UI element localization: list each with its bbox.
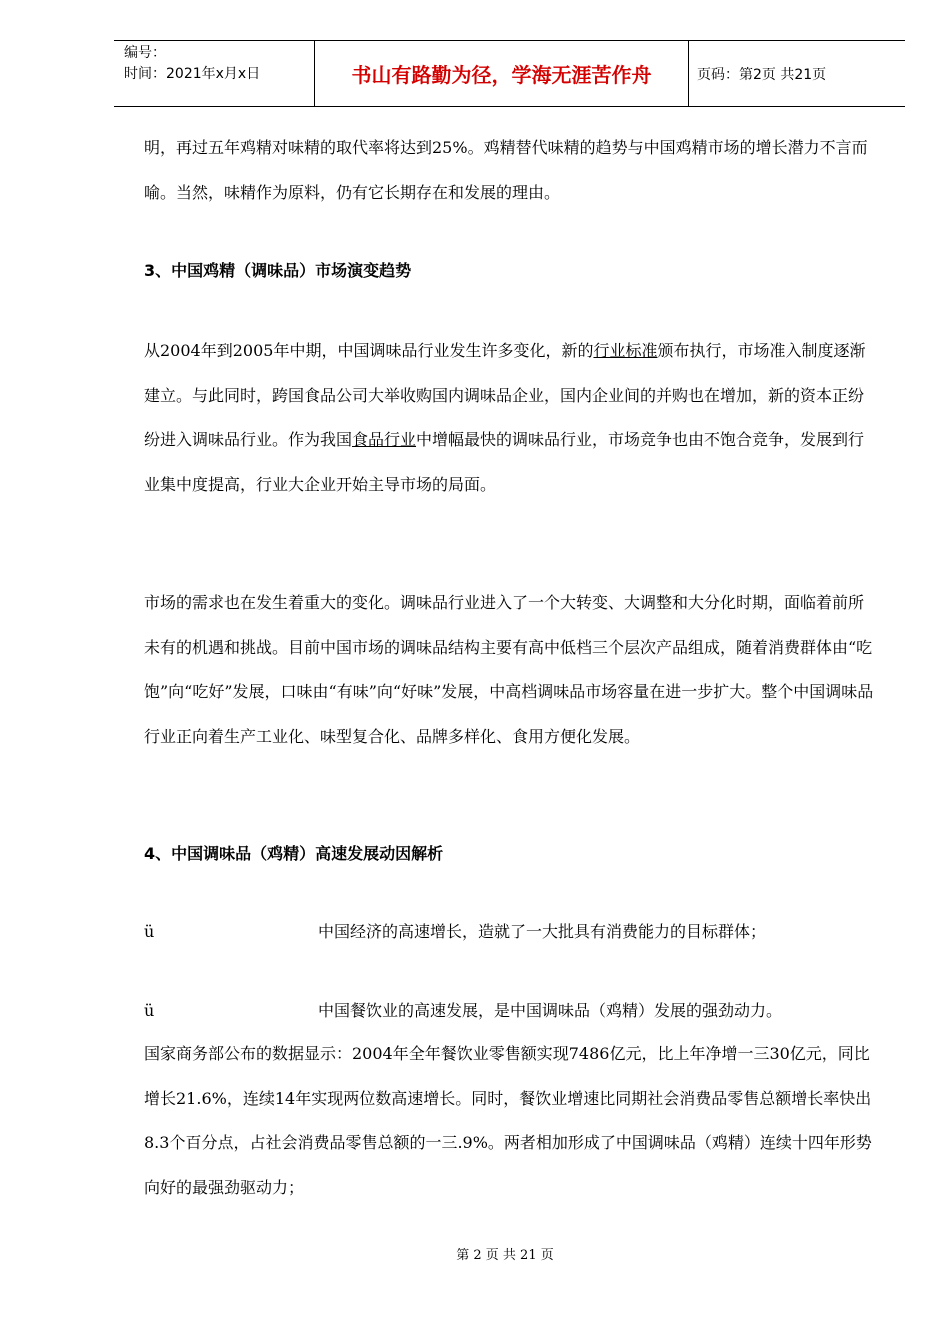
bullet-item-1: 中国经济的高速增长，造就了一大批具有消费能力的目标群体； bbox=[318, 922, 767, 941]
document-number-label: 编号： bbox=[124, 45, 166, 61]
document-time-label: 时间：2021年x月x日 bbox=[124, 66, 261, 82]
paragraph-2-text-c: 中增幅最快的调味品行业，市场竞争也由不饱合竞争，发展到行业集中度提高，行业大企业开始主导市场的局面。 bbox=[144, 430, 865, 494]
paragraph-1: 明，再过五年鸡精对味精的取代率将达到25%。鸡精替代味精的趋势与中国鸡精市场的增长潜力不言而喻。当然，味精作为原料，仍有它长期存在和发展的理由。 bbox=[144, 138, 868, 202]
page-header bbox=[114, 40, 905, 107]
paragraph-4: 国家商务部公布的数据显示：2004年全年餐饮业零售额实现7486亿元，比上年净增一三30亿元，同比增长21.6%，连续14年实现两位数高速增长。同时，餐饮业增速比同期社会消费品零售总额增长率快出8.3个百分点，占社会消费品零售总额的一三.9%。两者相加形成了中国调味品（鸡精）连续十四年形势向好的最强劲驱动力； bbox=[144, 1044, 872, 1197]
page-footer: 第 2 页 共 21 页 bbox=[456, 1248, 554, 1263]
bullet-check-icon: ü bbox=[144, 922, 155, 941]
link-food-industry[interactable]: 食品行业 bbox=[352, 430, 417, 449]
bullet-item-2: 中国餐饮业的高速发展，是中国调味品（鸡精）发展的强劲动力。 bbox=[318, 1001, 783, 1020]
paragraph-2-text-b: 颁布执行，市场准入制度逐渐建立。与此同时，跨国食品公司大举收购国内调味品企业，国内企业间的并购也在增加，新的资本正纷纷进入调味品行业。作为我国 bbox=[144, 341, 866, 449]
header-page-number: 页码：第2页 共21页 bbox=[697, 66, 827, 83]
bullet-check-icon: ü bbox=[144, 1001, 155, 1020]
paragraph-2-text-a: 从2004年到2005年中期，中国调味品行业发生许多变化，新的 bbox=[144, 341, 594, 360]
section-heading-4: 4、中国调味品（鸡精）高速发展动因解析 bbox=[144, 844, 444, 863]
link-industry-standard[interactable]: 行业标准 bbox=[593, 341, 658, 360]
section-heading-3: 3、中国鸡精（调味品）市场演变趋势 bbox=[144, 261, 412, 280]
header-motto: 书山有路勤为径，学海无涯苦作舟 bbox=[315, 41, 689, 106]
paragraph-2 bbox=[144, 329, 879, 507]
paragraph-3: 市场的需求也在发生着重大的变化。调味品行业进入了一个大转变、大调整和大分化时期，面临着前所未有的机遇和挑战。目前中国市场的调味品结构主要有高中低档三个层次产品组成，随着消费群体由“吃饱”向“吃好”发展，口味由“有味”向“好味”发展，中高档调味品市场容量在进一步扩大。整个中国调味品行业正向着生产工业化、味型复合化、品牌多样化、食用方便化发展。 bbox=[144, 593, 874, 746]
header-meta bbox=[114, 41, 315, 106]
